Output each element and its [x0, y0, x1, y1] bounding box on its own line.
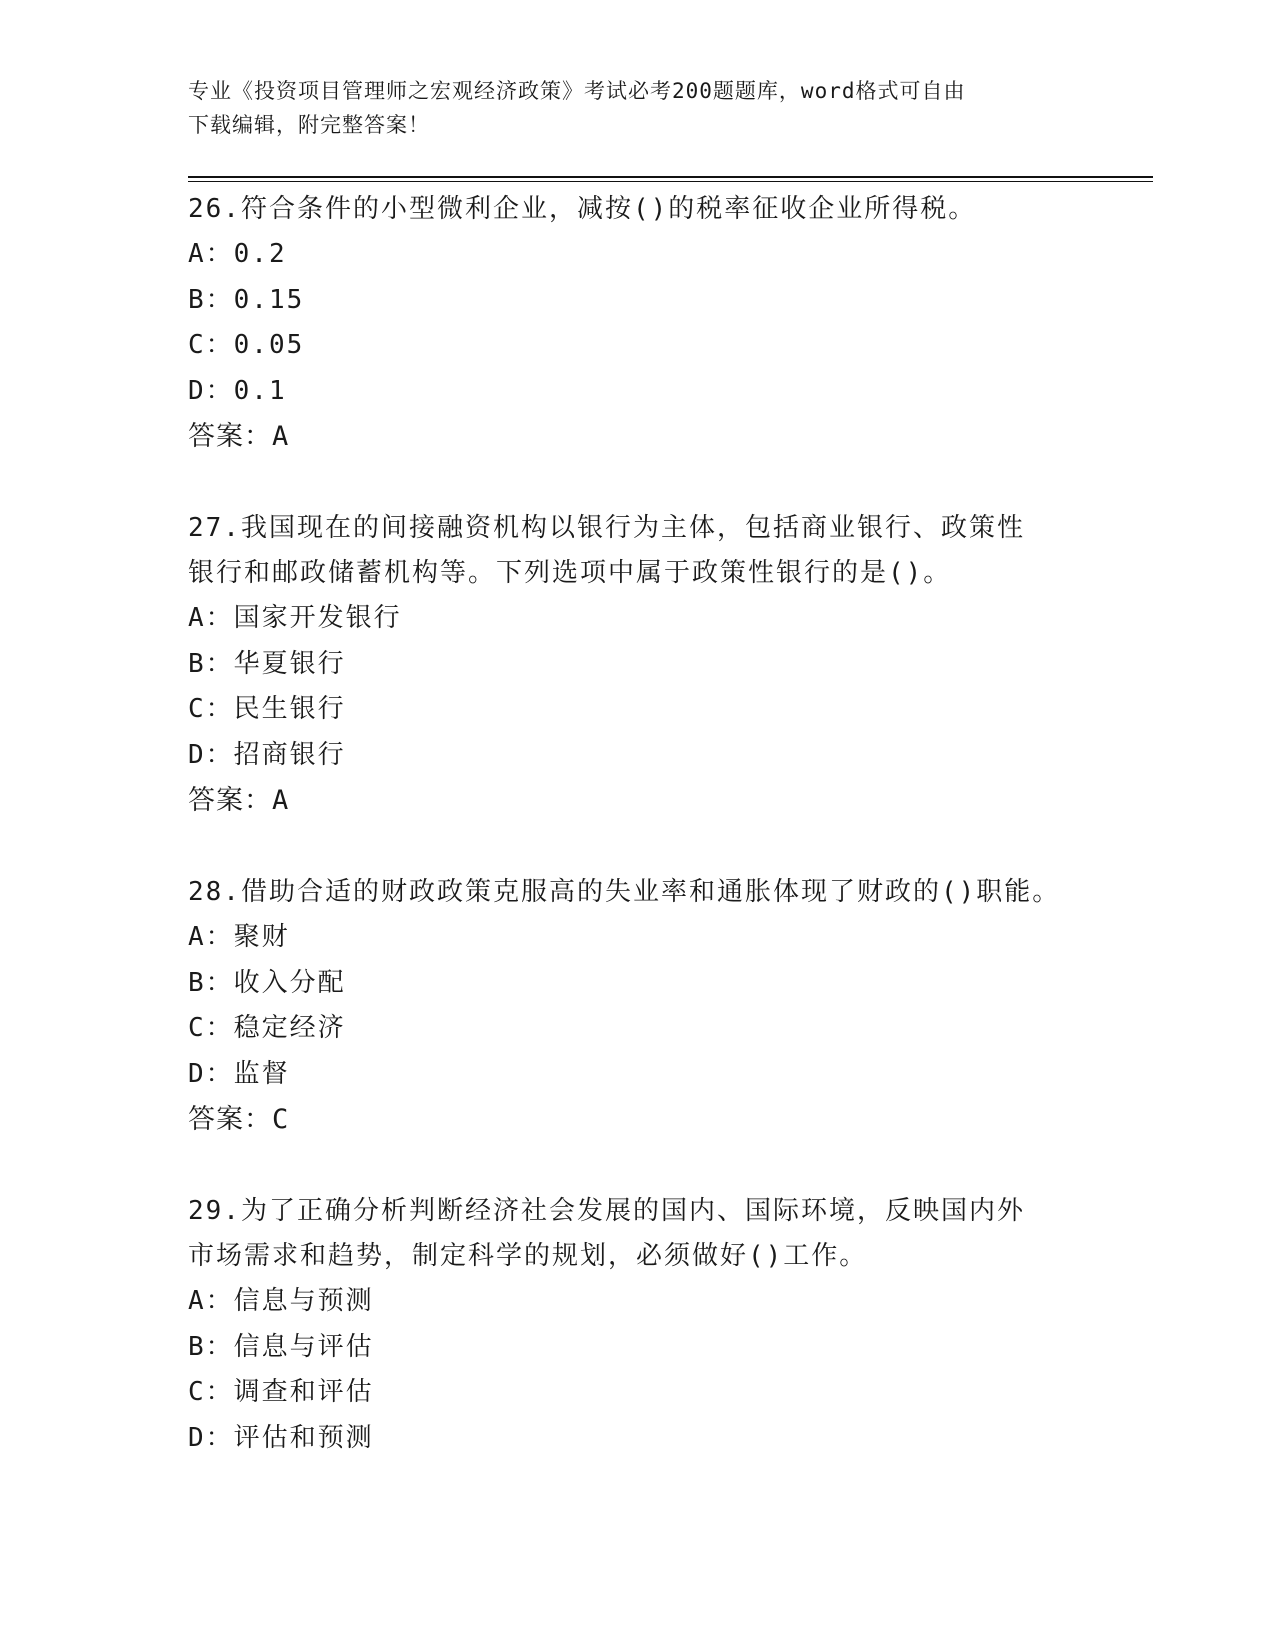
question-27: [188, 506, 1088, 824]
header-divider-thick: [188, 176, 1153, 178]
answer: 答案：A: [188, 421, 290, 452]
header-divider-thin: [188, 181, 1153, 182]
answer: 答案：A: [188, 785, 290, 816]
question-28: [188, 870, 1088, 1143]
option-a: A：0.2: [188, 239, 287, 269]
option-c: C：民生银行: [188, 694, 346, 724]
option-a: A：信息与预测: [188, 1286, 374, 1316]
option-b: B：信息与评估: [188, 1331, 374, 1362]
option-a: A：国家开发银行: [188, 603, 402, 633]
option-d: D：评估和预测: [188, 1422, 374, 1453]
option-d: D：招商银行: [188, 739, 346, 770]
question-29: [188, 1189, 1088, 1461]
option-c: C：稳定经济: [188, 1013, 346, 1043]
document-header: [188, 74, 1088, 142]
option-a: A：聚财: [188, 922, 290, 952]
option-b: B：收入分配: [188, 967, 346, 998]
option-c: C：调查和评估: [188, 1377, 374, 1407]
header-line-2: 下载编辑，附完整答案！: [188, 113, 430, 137]
question-stem: 28.借助合适的财政政策克服高的失业率和通胀体现了财政的()职能。: [188, 877, 1061, 907]
question-stem: 27.我国现在的间接融资机构以银行为主体，包括商业银行、政策性银行和邮政储蓄机构等。下列选项中属于政策性银行的是()。: [188, 513, 1025, 588]
option-d: D：0.1: [188, 375, 287, 406]
option-b: B：0.15: [188, 284, 305, 315]
answer: 答案：C: [188, 1104, 290, 1135]
option-c: C：0.05: [188, 330, 305, 360]
question-26: [188, 187, 1088, 460]
header-line-1: 专业《投资项目管理师之宏观经济政策》考试必考200题题库，word格式可自由: [188, 79, 966, 103]
option-b: B：华夏银行: [188, 648, 346, 679]
question-stem: 29.为了正确分析判断经济社会发展的国内、国际环境，反映国内外市场需求和趋势，制定科学的规划，必须做好()工作。: [188, 1196, 1025, 1271]
question-list: [188, 187, 1088, 1507]
question-stem: 26.符合条件的小型微利企业，减按()的税率征收企业所得税。: [188, 194, 977, 224]
option-d: D：监督: [188, 1058, 290, 1089]
